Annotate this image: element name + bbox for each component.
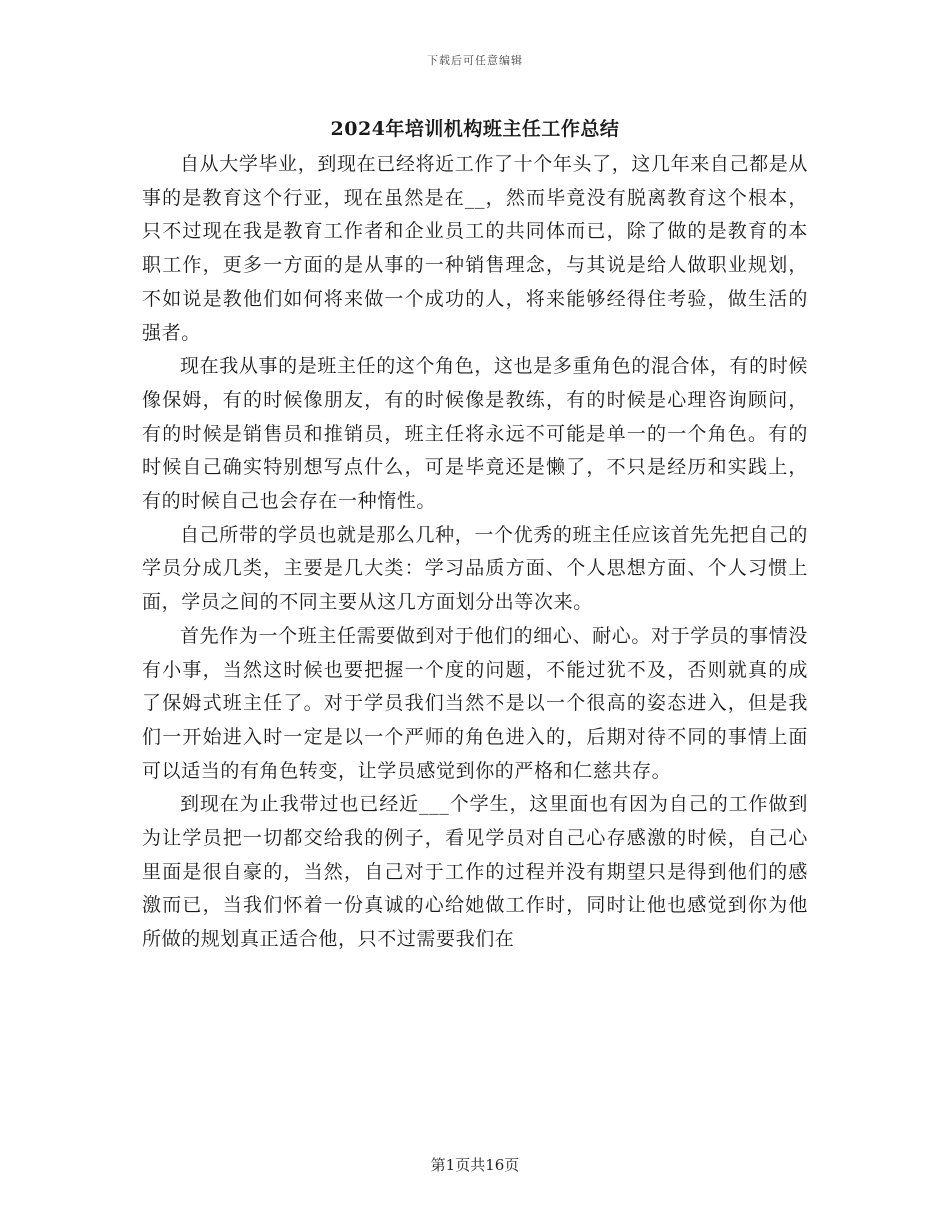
paragraph-4: 首先作为一个班主任需要做到对于他们的细心、耐心。对于学员的事情没有小事，当然这时候也要把握一个度的问题，不能过犹不及，否则就真的成了保姆式班主任了。对于学员我们当然不是以一个很高的姿态进入，但是我们一开始进入时一定是以一个严师的角色进入的，后期对待不同的事情上面可以适当的有角色转变，让学员感觉到你的严格和仁慈共存。 [142,624,808,782]
paragraph-1: 自从大学毕业，到现在已经将近工作了十个年头了，这几年来自己都是从事的是教育这个行亚，现在虽然是在__，然而毕竟没有脱离教育这个根本，只不过现在我是教育工作者和企业员工的共同体而已，除了做的是教育的本职工作，更多一方面的是从事的一种销售理念，与其说是给人做职业规划，不如说是教他们如何将来做一个成功的人，将来能够经得住考验，做生活的强者。 [142,153,808,344]
paragraph-5: 到现在为止我带过也已经近___个学生，这里面也有因为自己的工作做到为让学员把一切都交给我的例子，看见学员对自己心存感激的时候，自己心里面是很自豪的，当然，自己对于工作的过程并没有期望只是得到他们的感激而已，当我们怀着一份真诚的心给她做工作时，同时让他也感觉到你为他所做的规划真正适合他，只不过需要我们在 [142,793,808,951]
document-body [142,148,808,957]
paragraph-2: 现在我从事的是班主任的这个角色，这也是多重角色的混合体，有的时候像保姆，有的时候像朋友，有的时候像是教练，有的时候是心理咨询顾问，有的时候是销售员和推销员，班主任将永远不可能是单一的一个角色。有的时候自己确实特别想写点什么，可是毕竟还是懒了，不只是经历和实践上，有的时候自己也会存在一种惰性。 [142,355,808,513]
page-number-footer: 第1页共16页 [430,1156,520,1174]
header-note: 下载后可任意编辑 [427,54,523,67]
document-title: 2024年培训机构班主任工作总结 [330,118,620,140]
paragraph-3: 自己所带的学员也就是那么几种，一个优秀的班主任应该首先先把自己的学员分成几类，主要是几大类：学习品质方面、个人思想方面、个人习惯上面，学员之间的不同主要从这几方面划分出等次来。 [142,523,808,614]
